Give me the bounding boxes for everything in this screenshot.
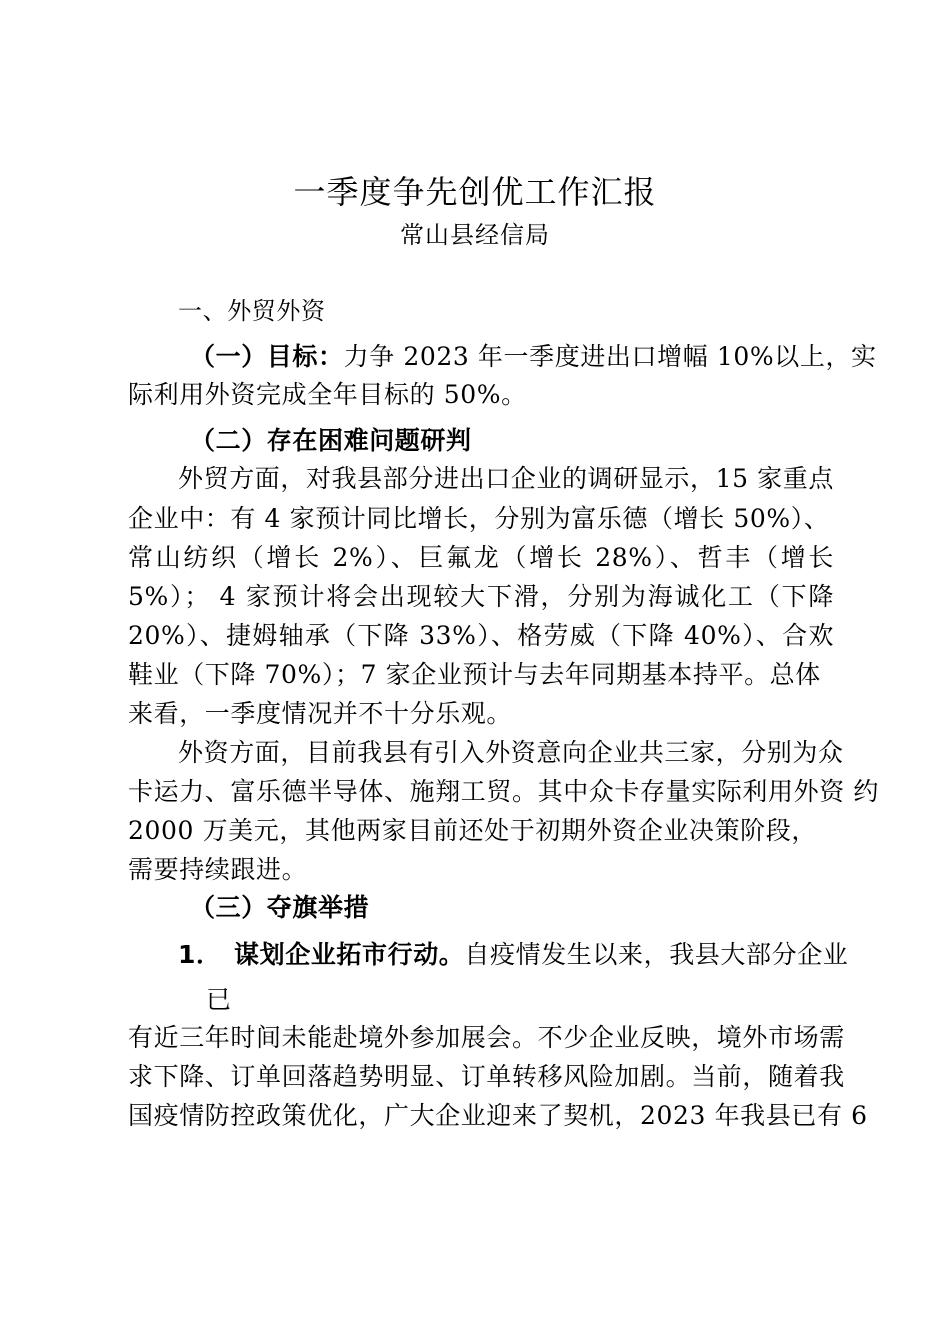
trade-paragraph-line-3: 常山纺织（增长 2%）、巨氟龙（增长 28%）、哲丰（增长 [128, 543, 834, 572]
investment-paragraph-line-1: 外资方面，目前我县有引入外资意向企业共三家，分别为众 [178, 738, 844, 767]
measures-heading: （三）夺旗举措 [190, 893, 370, 922]
measure-item-1-orphan-char: 已 [206, 985, 232, 1014]
measure-item-1-label: 谋划企业拓市行动。 [234, 940, 465, 969]
investment-paragraph-line-4: 需要持续跟进。 [128, 855, 308, 884]
section-heading-foreign-trade: 一、外贸外资 [178, 297, 326, 325]
final-paragraph-line-1: 有近三年时间未能赴境外参加展会。不少企业反映，境外市场需 [128, 1023, 845, 1052]
trade-paragraph-line-6: 鞋业（下降 70%）；7 家企业预计与去年同期基本持平。总体 [128, 660, 821, 689]
target-paragraph-line-2: 际利用外资完成全年目标的 50%。 [128, 380, 527, 409]
measure-item-1-line [178, 940, 848, 970]
investment-paragraph-line-2: 卡运力、富乐德半导体、施翔工贸。其中众卡存量实际利用外资 约 [128, 777, 879, 806]
document-title: 一季度争先创优工作汇报 [293, 173, 657, 211]
trade-paragraph-line-5: 20%）、捷姆轴承（下降 33%）、格劳威（下降 40%）、合欢 [128, 621, 834, 650]
final-paragraph-line-3: 国疫情防控政策优化，广大企业迎来了契机，2023 年我县已有 6 [128, 1101, 868, 1130]
investment-paragraph-line-3: 2000 万美元，其他两家目前还处于初期外资企业决策阶段， [128, 816, 817, 845]
trade-paragraph-line-1: 外贸方面，对我县部分进出口企业的调研显示，15 家重点 [178, 464, 834, 493]
trade-paragraph-line-2: 企业中：有 4 家预计同比增长，分别为富乐德（增长 50%）、 [128, 504, 830, 533]
measure-item-1-number: 1． [178, 940, 222, 969]
target-text: 力争 2023 年一季度进出口增幅 10%以上，实 [343, 342, 877, 371]
target-paragraph-line-1 [190, 342, 877, 372]
final-paragraph-line-2: 求下降、订单回落趋势明显、订单转移风险加剧。当前，随着我 [128, 1062, 845, 1091]
trade-paragraph-line-4: 5%）； 4 家预计将会出现较大下滑，分别为海诚化工（下降 [128, 582, 834, 611]
document-subtitle: 常山县经信局 [400, 221, 550, 249]
measure-item-1-text: 自疫情发生以来，我县大部分企业 [464, 940, 849, 969]
trade-paragraph-line-7: 来看，一季度情况并不十分乐观。 [128, 699, 513, 728]
target-label: （一）目标： [190, 342, 344, 371]
difficulties-heading: （二）存在困难问题研判 [190, 426, 472, 455]
